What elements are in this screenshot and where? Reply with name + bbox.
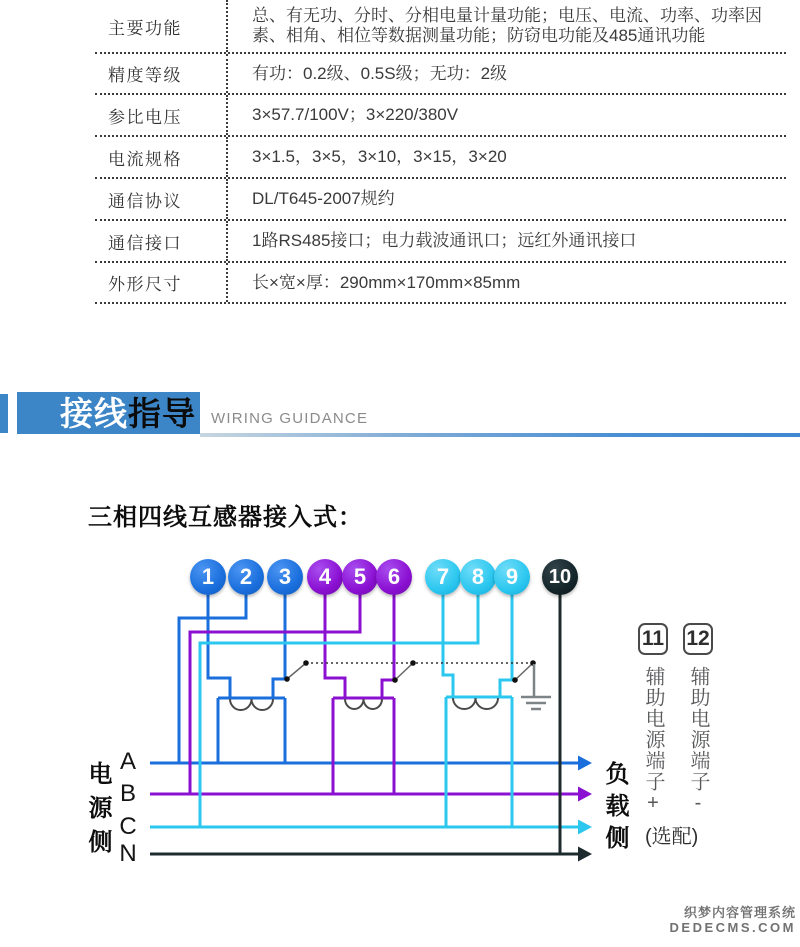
spec-value: 3×1.5，3×5，3×10，3×15，3×20 (252, 147, 507, 166)
spec-value: DL/T645-2007规约 (252, 189, 395, 208)
optional-note: (选配) (645, 826, 699, 848)
diagram-title: 三相四线互感器接入式： (88, 504, 363, 531)
spec-value: 1路RS485接口；电力载波通讯口；远红外通讯接口 (252, 231, 637, 250)
voltage-link-dashed (284, 660, 536, 683)
terminal-3: 3 (267, 559, 303, 595)
spec-label: 主要功能 (95, 0, 228, 52)
terminal-5: 5 (342, 559, 378, 595)
spec-label: 通信接口 (95, 221, 228, 261)
terminal-4: 4 (307, 559, 343, 595)
spec-value: 有功：0.2级、0.5S级；无功：2级 (252, 63, 508, 83)
phase-label-a: A (119, 748, 136, 775)
phase-label-b: B (119, 780, 136, 807)
aux-terminal-11-label: 辅助电源端子+ (642, 666, 664, 815)
aux-terminal-12-label: 辅助电源端子- (687, 666, 709, 815)
spec-label: 电流规格 (95, 137, 228, 177)
terminal-10: 10 (542, 559, 578, 595)
terminal-6: 6 (376, 559, 412, 595)
section-subtitle-en: WIRING GUIDANCE (211, 410, 369, 427)
phase-c-arrow (578, 820, 592, 835)
spec-value: 总、有无功、分时、分相电量计量功能；电压、电流、功率、功率因素、相角、相位等数据测量功能；防窃电功能及485通讯功能 (252, 6, 762, 45)
spec-label: 精度等级 (95, 54, 228, 93)
phase-a-arrow (578, 756, 592, 771)
watermark (670, 905, 796, 936)
section-title-zh-1: 接线 (60, 394, 128, 432)
spec-label: 参比电压 (95, 95, 228, 135)
phase-label-c: C (119, 813, 137, 840)
phase-b-arrow (578, 787, 592, 802)
terminal-8: 8 (460, 559, 496, 595)
source-side-label: 电源侧 (84, 761, 111, 863)
phase-label-n: N (119, 840, 137, 867)
aux-terminal-11-box: 11 (638, 623, 668, 655)
terminal-9: 9 (494, 559, 530, 595)
spec-label: 外形尺寸 (95, 263, 228, 302)
ct-coil-arcs (230, 698, 498, 710)
terminal-1: 1 (190, 559, 226, 595)
spec-label: 通信协议 (95, 179, 228, 219)
terminal-2: 2 (228, 559, 264, 595)
watermark-line2: DEDECMS.COM (669, 920, 796, 935)
spec-value: 3×57.7/100V；3×220/380V (252, 105, 459, 124)
neutral-arrow (578, 847, 592, 862)
watermark-line1: 织梦内容管理系统 (683, 905, 796, 920)
terminal-7: 7 (425, 559, 461, 595)
section-title-zh-2: 指导 (128, 394, 196, 432)
phase-c-wires (150, 593, 578, 827)
aux-terminal-12-box: 12 (683, 623, 713, 655)
load-side-label: 负载侧 (601, 761, 628, 857)
spec-value: 长×宽×厚：290mm×170mm×85mm (252, 272, 521, 292)
